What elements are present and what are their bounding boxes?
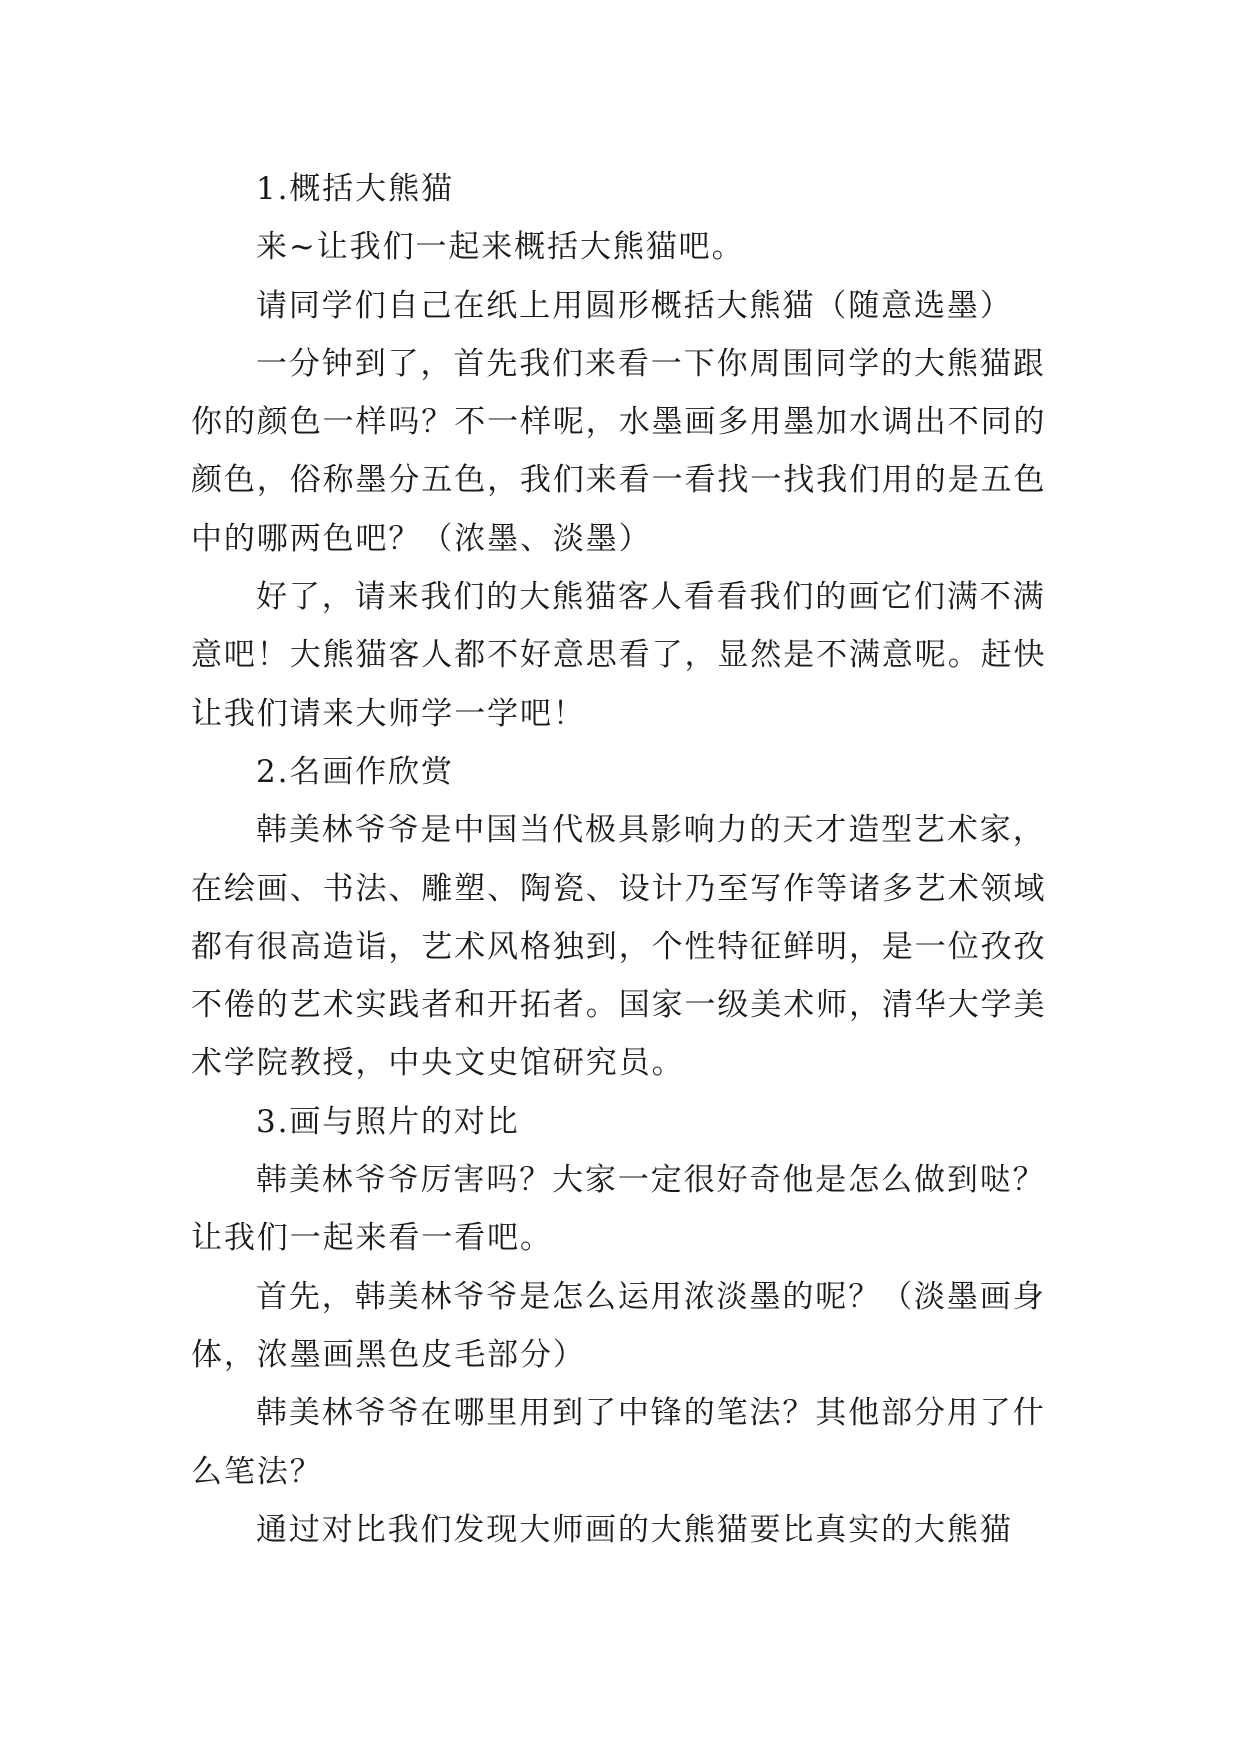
paragraph: 韩美林爷爷是中国当代极具影响力的天才造型艺术家，在绘画、书法、雕塑、陶瓷、设计乃至写作等诸多艺术领域都有很高造诣，艺术风格独到，个性特征鲜明，是一位孜孜不倦的艺术实践者和开拓者。国家一级美术师，清华大学美术学院教授，中央文史馆研究员。	[191, 812, 1047, 1082]
paragraph: 韩美林爷爷在哪里用到了中锋的笔法？其他部分用了什么笔法？	[191, 1395, 1046, 1490]
paragraph: 好了，请来我们的大熊猫客人看看我们的画它们满不满意吧！大熊猫客人都不好意思看了，显然是不满意呢。赶快让我们请来大师学一学吧！	[191, 579, 1047, 732]
paragraph: 一分钟到了，首先我们来看一下你周围同学的大熊猫跟你的颜色一样吗？不一样呢，水墨画多用墨加水调出不同的颜色，俗称墨分五色，我们来看一看找一找我们用的是五色中的哪两色吧？（浓墨、淡墨）	[191, 345, 1047, 557]
section-heading: 2.名画作欣赏	[256, 753, 454, 790]
paragraph: 通过对比我们发现大师画的大熊猫要比真实的大熊猫	[256, 1511, 1013, 1548]
paragraph: 韩美林爷爷厉害吗？大家一定很好奇他是怎么做到哒？让我们一起来看一看吧。	[191, 1162, 1046, 1257]
paragraph: 首先，韩美林爷爷是怎么运用浓淡墨的呢？（淡墨画身体，浓墨画黑色皮毛部分）	[191, 1278, 1046, 1373]
section-heading: 1.概括大熊猫	[256, 171, 454, 207]
paragraph: 请同学们自己在纸上用圆形概括大熊猫（随意选墨）	[256, 287, 1013, 324]
section-heading: 3.画与照片的对比	[256, 1103, 520, 1140]
paragraph: 来~让我们一起来概括大熊猫吧。	[256, 229, 745, 266]
document-body	[191, 160, 1071, 1559]
